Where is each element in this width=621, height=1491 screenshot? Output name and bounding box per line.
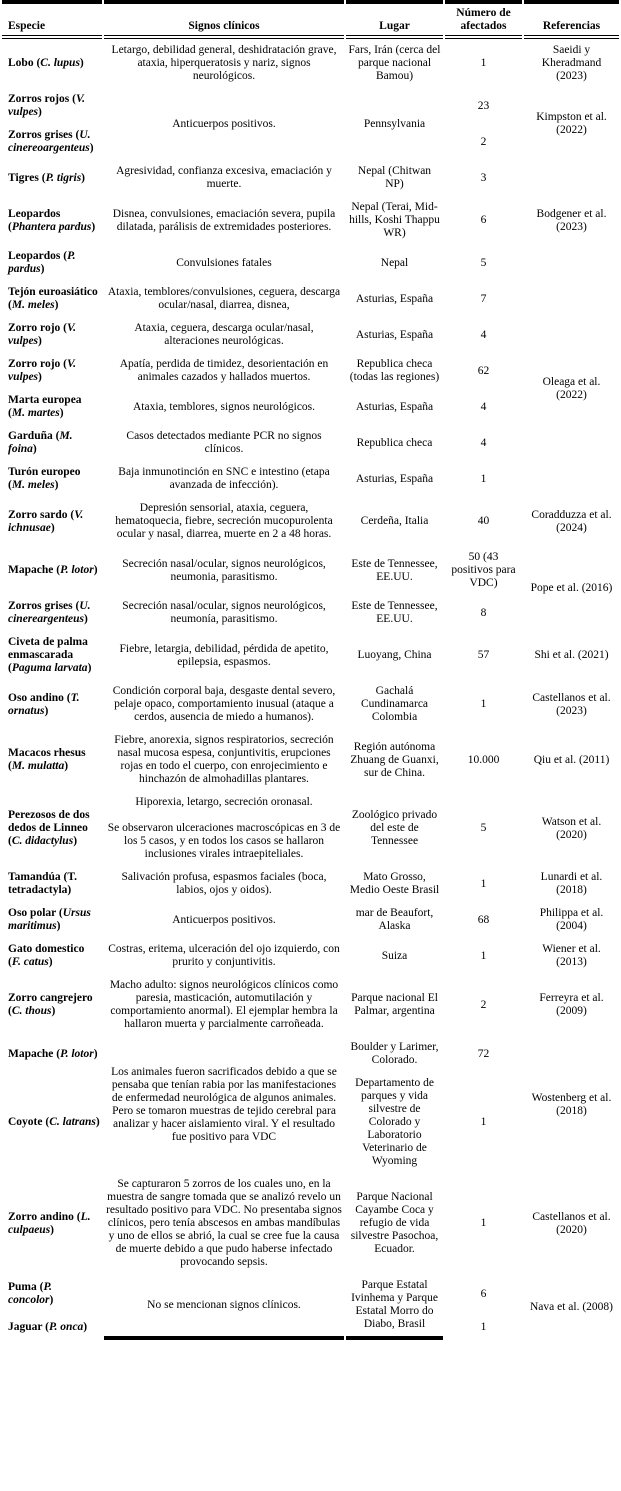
clinical-signs-cell: Fiebre, letargia, debilidad, pérdida de apetito, epilepsia, espasmos. [119, 642, 329, 668]
location-cell: Luoyang, China [357, 649, 432, 661]
species-cell: Marta europea (M. martes) [8, 394, 82, 419]
reference-cell: Wostenberg et al. (2018) [531, 1091, 612, 1117]
affected-count-cell: 5 [480, 256, 487, 269]
species-cell: Zorro rojo (V. vulpes) [8, 358, 77, 383]
species-cell: Leopardos (Phantera pardus) [8, 207, 96, 233]
affected-count-cell: 1 [480, 1116, 487, 1128]
species-cell: Puma (P. concolor) [8, 1281, 54, 1307]
clinical-signs-cell: Baja inmunotinción en SNC e intestino (etapa avanzada de infección). [118, 466, 330, 491]
table-row [2, 938, 619, 974]
table-row [2, 281, 619, 317]
species-cell: Zorro cangrejero (C. thous) [8, 992, 93, 1017]
location-cell: Fars, Irán (cerca del parque nacional Bamou) [348, 44, 441, 82]
affected-count-cell: 3 [480, 171, 487, 184]
location-cell: Zoológico privado del este de Tennessee [351, 809, 438, 847]
affected-count-cell: 50 (43 positivos para VDC) [451, 551, 516, 589]
affected-count-cell: 2 [480, 998, 487, 1011]
affected-count-cell: 2 [480, 135, 487, 148]
affected-count-cell: 4 [480, 328, 487, 341]
location-cell: Cerdeña, Italia [360, 515, 429, 527]
species-cell: Tigres (P. tigris) [8, 171, 86, 184]
species-cell: Oso andino (T. ornatus) [8, 691, 80, 717]
location-cell: Gachalá Cundinamarca Colombia [360, 685, 429, 723]
clinical-signs-paragraph: Se observaron ulceraciones macroscópicas en 3 de los 5 casos, y en todos los casos se hallaron inclusiones virales intraepiteliales. [107, 822, 341, 860]
clinical-signs-cell: No se mencionan signos clínicos. [104, 1274, 344, 1340]
species-cell: Zorros rojos (V. vulpes) [8, 93, 86, 118]
affected-count-cell: 62 [477, 364, 490, 377]
clinical-signs-cell [104, 791, 344, 866]
scientific-name: M. mulatta [11, 760, 65, 772]
affected-count-cell: 5 [480, 822, 487, 834]
scientific-name: M. meles [11, 479, 55, 491]
clinical-signs-cell: Condición corporal baja, desgaste dental severo, pelaje opaco, comportamiento inusual (ataque a cerdos, ausencia de miedo a humanos). [112, 685, 336, 723]
reference-cell: Nava et al. (2008) [529, 1300, 614, 1313]
scientific-name: P. onca [49, 1320, 84, 1333]
species-cell: Gato domestico (F. catus) [8, 943, 85, 968]
table-row [2, 791, 619, 866]
column-header-reference: Referencias [524, 0, 619, 39]
location-cell: Región autónoma Zhuang de Guanxi, sur de China. [350, 740, 439, 779]
table-row [2, 631, 619, 680]
table-row [2, 39, 619, 88]
scientific-name: F. catus [11, 956, 49, 968]
location-cell: Suiza [381, 949, 408, 962]
affected-count-cell: 57 [477, 649, 490, 661]
reference-cell: Philippa et al. (2004) [539, 907, 604, 932]
affected-count-cell: 4 [480, 400, 487, 413]
location-cell: Parque Estatal Ivinhema y Parque Estatal Morro do Diabo, Brasil [346, 1274, 443, 1340]
affected-count-cell: 1 [480, 472, 487, 485]
species-cell: Jaguar (P. onca) [8, 1320, 88, 1333]
table-row [2, 497, 619, 546]
reference-cell: Shi et al. (2021) [534, 649, 609, 661]
table-row [2, 1036, 619, 1072]
table-row [2, 160, 619, 196]
table-row [2, 1274, 619, 1314]
species-cell: Zorro andino (L. culpaeus) [8, 1210, 91, 1236]
column-header-count: Número de afectados [445, 0, 522, 39]
scientific-name: L. culpaeus [8, 1210, 91, 1236]
affected-count-cell: 1 [480, 1320, 487, 1333]
scientific-name: V. vulpes [8, 358, 77, 383]
table-row [2, 88, 619, 124]
species-cell: Mapache (P. lotor) [8, 1047, 98, 1060]
reference-cell: Qiu et al. (2011) [533, 753, 610, 766]
clinical-signs-cell: Disnea, convulsiones, emaciación severa, pupila dilatada, parálisis de extremidades posteriores. [112, 207, 336, 233]
clinical-signs-cell: Costras, eritema, ulceración del ojo izquierdo, con prurito y conjuntivitis. [108, 943, 340, 968]
location-cell: Nepal (Chitwan NP) [357, 165, 432, 190]
species-cell: Mapache (P. lotor) [8, 564, 98, 576]
location-cell: Parque nacional El Palmar, argentina [351, 992, 438, 1017]
column-header-place: Lugar [346, 0, 443, 39]
scientific-name: P. tigris [45, 171, 82, 184]
clinical-signs-cell: Se capturaron 5 zorros de los cuales uno, en la muestra de sangre tomada que se analizó revelo un resultado positivo para VDC. No presentaba signos clínicos, pero tenía abscesos en ambas mandíbulas y uno de ellos se abrió, la cual se cree fue la causa de muerte debido a que pudo haberse infectado provocando sepsis. [106, 1178, 342, 1268]
reference-cell: Oleaga et al. (2022) [542, 376, 601, 401]
clinical-signs-cell: Anticuerpos positivos. [172, 913, 276, 926]
clinical-signs-cell: Salivación profusa, espasmos faciales (boca, labios, ojos y oidos). [121, 871, 327, 896]
reference-cell: Lunardi et al. (2018) [540, 871, 603, 896]
clinical-signs-cell: Convulsiones fatales [176, 256, 272, 269]
location-cell: mar de Beaufort, Alaska [355, 907, 434, 932]
reference-cell: Kimpston et al. (2022) [536, 111, 607, 136]
affected-count-cell: 7 [480, 292, 487, 305]
scientific-name: Ursus maritimus [8, 907, 91, 932]
scientific-name: T. ornatus [8, 691, 80, 717]
species-cell: Zorro rojo (V. vulpes) [8, 322, 77, 347]
species-cell: Tamandúa (T. tetradactyla) [8, 871, 78, 896]
affected-count-cell: 1 [480, 1217, 487, 1229]
table-row [2, 974, 619, 1036]
scientific-name: P. concolor [8, 1281, 52, 1307]
location-cell: Este de Tennessee, EE.UU. [351, 600, 438, 625]
affected-count-cell: 1 [480, 698, 487, 710]
table-body [2, 39, 619, 1340]
scientific-name: C. latrans [49, 1116, 96, 1128]
scientific-name: C. thous [11, 1005, 52, 1017]
table-header [2, 0, 619, 39]
location-cell: Departamento de parques y vida silvestre de Colorado y Laboratorio Veterinario de Wyoming [355, 1077, 434, 1167]
species-cell: Leopardos (P. pardus) [8, 250, 76, 275]
clinical-signs-cell: Letargo, debilidad general, deshidratación grave, ataxia, hiperqueratosis y nariz, signos neurológicos. [111, 44, 337, 82]
clinical-signs-cell: Los animales fueron sacrificados debido a que se pensaba que tenían rabia por las manifestaciones de enfermedad neurológica de algunos animales. Pero se tomaron muestras de tejido cerebral para analizar y hacer aislamiento viral. Y el resultado fue positivo para VDC [111, 1065, 337, 1143]
clinical-signs-cell: Depresión sensorial, ataxia, ceguera, hematoquecia, fiebre, secreción mucopurolenta ocular y nasal, diarrea, muerte en 2 a 48 horas. [115, 502, 333, 540]
table-row [2, 1173, 619, 1274]
scientific-name: U. cinereoargenteus [8, 129, 91, 154]
clinical-signs-cell: Fiebre, anorexia, signos respiratorios, secreción nasal mucosa espesa, conjuntivitis, erupciones rojas en todo el cuerpo, con enrojecimiento e hinchazón de almohadillas plantares. [114, 734, 334, 785]
affected-count-cell: 4 [480, 436, 487, 449]
table-row [2, 680, 619, 729]
header-row [2, 0, 619, 39]
location-cell: Republica checa [356, 436, 433, 449]
reference-cell: Castellanos et al. (2020) [532, 1210, 611, 1236]
scientific-name: M. meles [11, 299, 55, 311]
reference-cell: Pope et al. (2016) [530, 582, 613, 594]
scientific-name: Phantera pardus [11, 220, 92, 233]
species-cell: Zorros grises (U. cinereargenteus) [8, 600, 91, 625]
scientific-name: C. didactylus [11, 835, 74, 847]
scientific-name: V. ichnusae [8, 508, 84, 534]
reference-cell: Ferreyra et al. (2009) [539, 992, 604, 1017]
scientific-name: M. foina [8, 430, 73, 455]
location-cell: Pennsylvania [363, 117, 426, 130]
species-cell: Oso polar (Ursus maritimus) [8, 907, 91, 932]
affected-count-cell: 23 [477, 99, 490, 112]
location-cell: Asturias, España [355, 472, 434, 485]
clinical-signs-cell: Agresividad, confianza excesiva, emaciación y muerte. [116, 165, 332, 190]
reference-cell: Saeidi y Kheradmand (2023) [541, 44, 602, 82]
affected-count-cell: 1 [480, 949, 487, 962]
scientific-name: Paguma larvata [11, 662, 88, 674]
reference-cell: Wiener et al. (2013) [542, 943, 601, 968]
species-cell: Lobo (C. lupus) [8, 57, 84, 69]
scientific-name: M. martes [11, 407, 60, 419]
clinical-signs-cell: Apatía, perdida de timidez, desorientación en animales cazados y hallados muertos. [119, 358, 329, 383]
species-cell: Zorros grises (U. cinereoargenteus) [8, 129, 94, 154]
clinical-signs-cell: Secreción nasal/ocular, signos neurológicos, neumonía, parasitismo. [122, 600, 326, 625]
location-cell: Nepal [380, 256, 409, 269]
affected-count-cell: 40 [477, 515, 490, 527]
affected-count-cell: 72 [477, 1047, 490, 1060]
affected-count-cell: 6 [480, 214, 487, 226]
table-row [2, 902, 619, 938]
scientific-name: V. vulpes [8, 322, 77, 347]
location-cell: Este de Tennessee, EE.UU. [351, 557, 438, 583]
clinical-signs-cell: Anticuerpos positivos. [172, 117, 276, 130]
scientific-name: V. vulpes [8, 93, 86, 118]
species-cell: Civeta de palma enmascarada (Paguma larvata) [8, 636, 92, 674]
clinical-signs-cell: Secreción nasal/ocular, signos neurológicos, neumonia, parasitismo. [122, 557, 326, 583]
affected-count-cell: 1 [480, 877, 487, 890]
clinical-signs-paragraph: Hiporexia, letargo, secreción oronasal. [135, 796, 313, 808]
species-cell: Tejón euroasiático (M. meles) [8, 286, 98, 311]
reference-cell: Bodgener et al. (2023) [536, 207, 607, 233]
clinical-signs-cell: Ataxia, temblores/convulsiones, ceguera, descarga ocular/nasal, diarrea, disnea, [107, 286, 341, 311]
species-cell: Garduña (M. foina) [8, 430, 73, 455]
column-header-signs: Signos clínicos [104, 0, 344, 39]
affected-count-cell: 1 [480, 57, 487, 69]
scientific-name: P. pardus [8, 250, 76, 275]
reference-cell: Watson et al. (2020) [541, 815, 602, 841]
table-row [2, 729, 619, 791]
column-header-species: Especie [2, 0, 102, 39]
clinical-signs-cell: Ataxia, ceguera, descarga ocular/nasal, alteraciones neurológicas. [134, 322, 314, 347]
species-cell: Coyote (C. latrans) [8, 1116, 100, 1128]
location-cell: Republica checa (todas las regiones) [349, 358, 440, 383]
location-cell: Mato Grosso, Medio Oeste Brasil [349, 871, 440, 896]
scientific-name: P. lotor [60, 564, 94, 576]
location-cell: Nepal (Terai, Mid-hills, Koshi Thappu WR) [349, 201, 440, 239]
location-cell: Boulder y Larimer, Colorado. [350, 1041, 439, 1066]
affected-count-cell: 6 [480, 1287, 487, 1300]
reference-cell: Coradduzza et al. (2024) [531, 508, 612, 534]
table-row [2, 546, 619, 595]
species-cell: Macacos rhesus (M. mulatta) [8, 747, 86, 772]
clinical-signs-cell: Casos detectados mediante PCR no signos clínicos. [126, 430, 322, 455]
scientific-name: U. cinereargenteus [8, 600, 91, 625]
species-cell: Turón europeo (M. meles) [8, 466, 81, 491]
species-cell: Zorro sardo (V. ichnusae) [8, 508, 84, 534]
species-cell: Perezosos de dos dedos de Linneo (C. didactylus) [8, 809, 90, 847]
reference-cell: Castellanos et al. (2023) [532, 691, 611, 717]
location-cell: Asturias, España [355, 292, 434, 305]
scientific-name: C. lupus [40, 57, 80, 69]
location-cell: Asturias, España [355, 328, 434, 341]
scientific-name: P. lotor [60, 1047, 94, 1060]
table-row [2, 866, 619, 902]
clinical-signs-cell: Ataxia, temblores, signos neurológicos. [132, 400, 316, 413]
affected-count-cell: 10.000 [467, 753, 500, 766]
location-cell: Asturias, España [355, 400, 434, 413]
clinical-signs-cell: Macho adulto: signos neurológicos clínicos como paresia, masticación, automutilación y comportamiento anormal). El ejemplar hembra la hallaron muerta y parcialmente carroñeada. [109, 979, 339, 1030]
affected-count-cell: 8 [480, 606, 487, 619]
affected-count-cell: 68 [477, 913, 490, 926]
location-cell: Parque Nacional Cayambe Coca y refugio de vida silvestre Pasochoa, Ecuador. [350, 1191, 439, 1255]
